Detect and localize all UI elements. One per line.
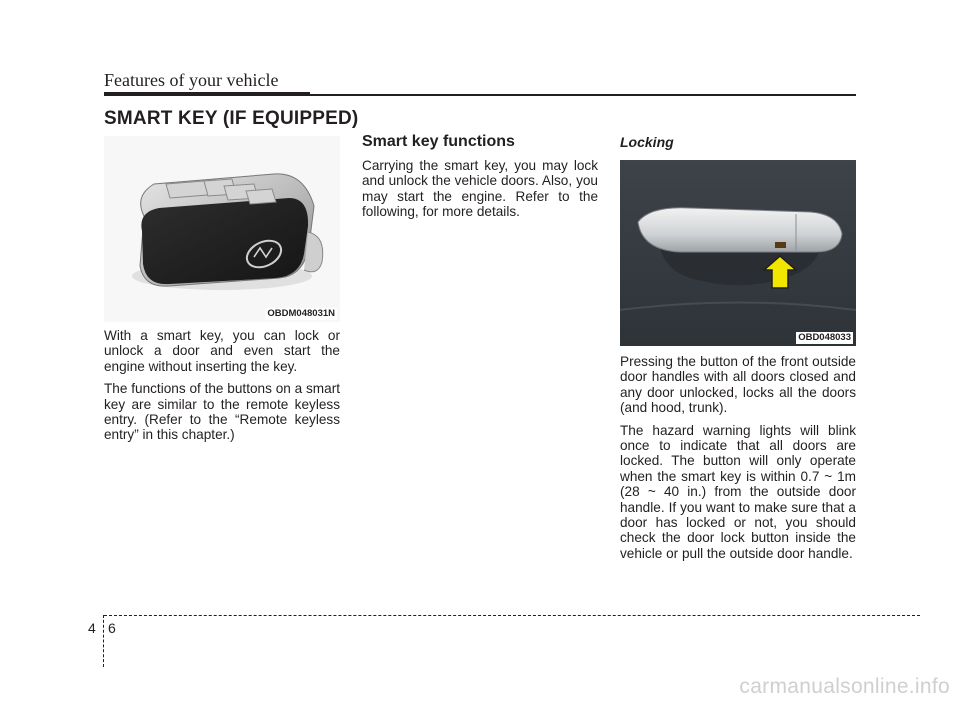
paragraph: With a smart key, you can lock or unlock a door and even start the engine without inserting the key. bbox=[104, 328, 340, 374]
door-handle-illustration bbox=[620, 160, 856, 346]
watermark: carmanualsonline.info bbox=[739, 675, 950, 698]
paragraph: The hazard warning lights will blink once to indicate that all doors are locked. The button will only operate when the smart key is within 0.7 ~ 1m (28 ~ 40 in.) from the outside door handle. If you want to make sure that a door has locked or not, you should check the door lock button inside the vehicle or pull the outside door handle. bbox=[620, 422, 856, 561]
chapter-number: 4 bbox=[88, 620, 96, 636]
figure-code: OBDM048031N bbox=[267, 308, 335, 319]
subsection-title: Locking bbox=[620, 134, 674, 150]
door-handle-figure bbox=[620, 160, 856, 346]
subsection-title: Smart key functions bbox=[362, 133, 515, 150]
smart-key-illustration bbox=[104, 136, 340, 322]
paragraph: Pressing the button of the front outside door handles with all doors closed and any door unlocked, locks all the doors (and hood, trunk). bbox=[620, 354, 856, 416]
header-rule-thick bbox=[104, 92, 310, 96]
header-rule-thin bbox=[310, 94, 856, 96]
header-title: Features of your vehicle bbox=[104, 70, 279, 90]
column-smart-key-functions bbox=[362, 133, 598, 227]
paragraph: Carrying the smart key, you may lock and unlock the vehicle doors. Also, you may start the engine. Refer to the following, for more details. bbox=[362, 158, 598, 220]
footer-rule bbox=[104, 615, 920, 616]
footer-divider bbox=[103, 615, 104, 667]
smart-key-figure bbox=[104, 136, 340, 322]
section-title: SMART KEY (IF EQUIPPED) bbox=[104, 108, 359, 129]
column-smart-key-intro bbox=[104, 136, 340, 450]
page-number: 6 bbox=[108, 620, 116, 636]
paragraph: The functions of the buttons on a smart key are similar to the remote keyless entry. (Refer to the “Remote keyless entry” in this chapter.) bbox=[104, 381, 340, 443]
figure-code: OBD048033 bbox=[798, 332, 851, 343]
column-locking bbox=[620, 134, 856, 568]
